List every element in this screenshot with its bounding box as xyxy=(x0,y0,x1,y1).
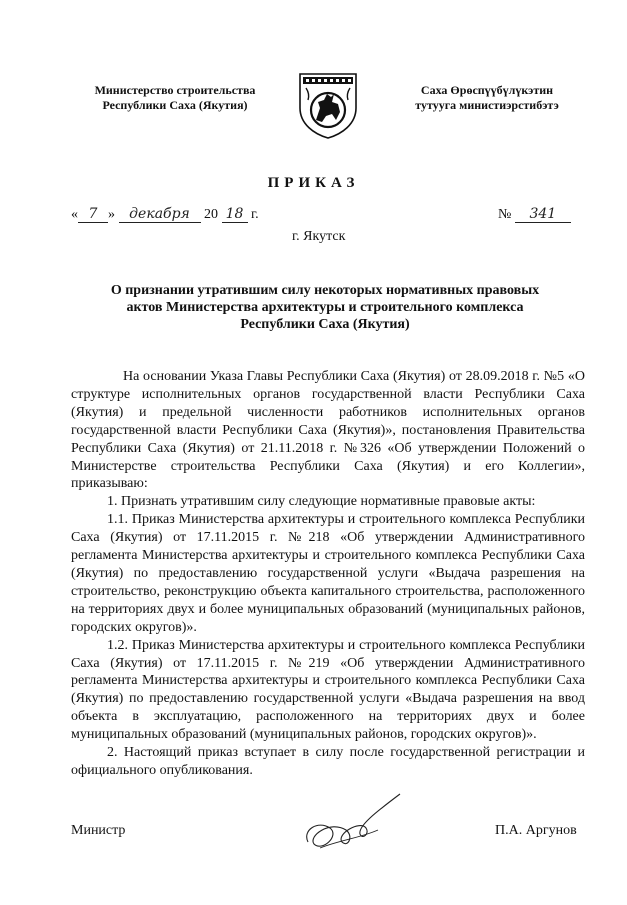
coat-of-arms-emblem-icon xyxy=(294,70,362,140)
ministry-name-sakha-line1: Саха Өрөспүүбүлүкэтин xyxy=(420,83,554,97)
order-subject xyxy=(60,282,590,333)
date-year: 18 xyxy=(222,207,248,223)
date-quote-open: « xyxy=(71,207,78,222)
signatory-position: Министр xyxy=(71,823,126,838)
document-title: ПРИКАЗ xyxy=(267,175,360,191)
signatory-name: П.А. Аргунов xyxy=(495,823,577,838)
ministry-name-sakha xyxy=(392,83,582,113)
subject-line1: О признании утратившим силу некоторых нормативных правовых xyxy=(110,283,540,298)
date-day: 7 xyxy=(78,207,108,223)
order-number-label: № xyxy=(498,207,512,222)
subject-line2: актов Министерства архитектуры и строительного комплекса xyxy=(126,300,524,315)
item-2-paragraph: 2. Настоящий приказ вступает в силу после государственной регистрации и официального опубликования. xyxy=(71,745,585,778)
item-1-paragraph: 1. Признать утратившим силу следующие нормативные правовые акты: xyxy=(107,494,536,510)
date-month: декабря xyxy=(119,207,201,223)
ministry-name-russian xyxy=(60,83,290,113)
order-number xyxy=(498,207,571,223)
date-year-suffix: г. xyxy=(251,207,259,222)
ministry-name-sakha-line2: тутууга министиэрстибэтэ xyxy=(415,98,559,112)
item-1-1-paragraph: 1.1. Приказ Министерства архитектуры и строительного комплекса Республики Саха (Якутия) от 17.11.2015 г. №218 «Об утверждении Административного регламента Министерства архитектуры и строительного комплекса Республики Саха (Якутия) по предоставлению государственной услуги «Выдача разрешения на строительство, реконструкцию объекта капитального строительства, расположенного на территориях двух и более муниципальных образований (муниципальных районов, городских округов)». xyxy=(71,512,585,635)
ministry-name-ru-line2: Республики Саха (Якутия) xyxy=(102,98,248,112)
date-year-prefix: 20 xyxy=(204,207,218,222)
order-body xyxy=(71,368,585,780)
place-of-issue: г. Якутск xyxy=(292,229,346,244)
order-date xyxy=(71,207,259,223)
item-1-2-paragraph: 1.2. Приказ Министерства архитектуры и строительного комплекса Республики Саха (Якутия) от 17.11.2015 г. №219 «Об утверждении Административного регламента Министерства архитектуры и строительного комплекса Республики Саха (Якутия) по предоставлению государственной услуги «Выдача разрешения на ввод объекта в эксплуатацию, расположенного на территориях двух и более муниципальных образований (муниципальных районов, городских округов)». xyxy=(71,637,585,743)
date-quote-close: » xyxy=(108,207,115,222)
ministry-name-ru-line1: Министерство строительства xyxy=(94,83,256,97)
subject-line3: Республики Саха (Якутия) xyxy=(240,317,410,332)
order-number-value: 341 xyxy=(515,207,571,223)
preamble-paragraph: На основании Указа Главы Республики Саха (Якутия) от 28.09.2018 г. №5 «О структуре исполнительных органов государственной власти Республики Саха (Якутия) и предельной численности работников исполнительных органов государственной власти Республики Саха (Якутия)», постановления Правительства Республики Саха (Якутия) от 21.11.2018 г. №326 «Об утверждении Положений о Министерстве строительства Республики Саха (Якутия) и его Коллегии», приказываю: xyxy=(71,369,585,492)
handwritten-signature xyxy=(300,790,410,860)
